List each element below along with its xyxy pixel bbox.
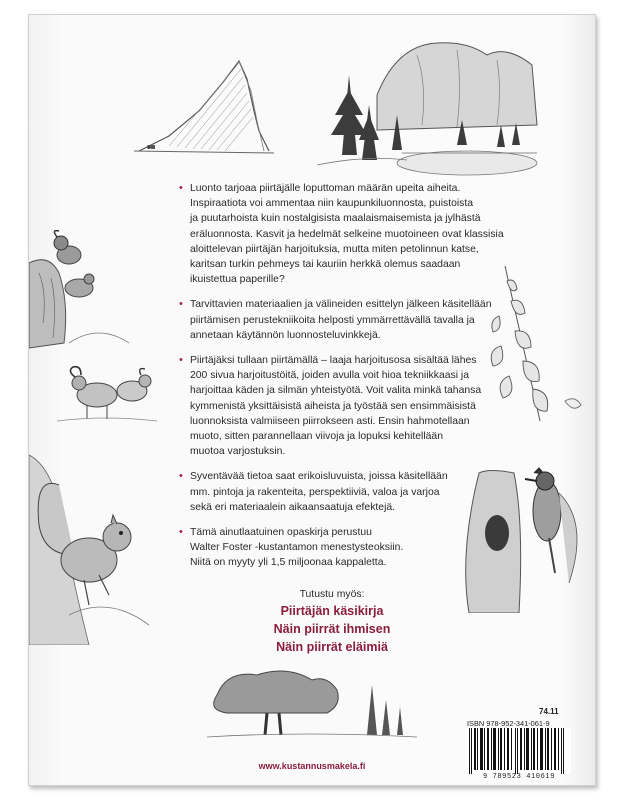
description-text [179,181,504,581]
price-code: 74.11 [539,707,559,716]
text-line: piirtämisen perustekniikoita helposti ymmärrettävällä tavalla ja [190,314,475,326]
text-line: aloittelevan piirtäjän harjoituksia, mutta miten petolinnun katse, [190,243,479,255]
book-back-cover [28,14,596,786]
related-book-title: Näin piirrät eläimiä [276,640,388,654]
paragraph-intro [179,181,504,287]
oak-tree-landscape-sketch [207,665,417,745]
paragraph-practice [179,353,485,459]
paragraph-advanced [179,469,485,515]
text-line: muotoa varjostuksin. [190,446,286,458]
text-line: Niitä on myyty yli 1,5 miljoonaa kappaletta. [190,557,387,569]
text-line: annetaan käytännön luonnosteluvinkkejä. [190,329,381,341]
text-line: Walter Foster -kustantamon menestysteoksiin. [190,542,404,554]
cliff-pine-lake-sketch [307,35,547,185]
paragraph-publisher [179,525,485,571]
text-line: eräluonnosta. Kasvit ja hedelmät selkeine muotoineen ovat klassisia [190,228,504,240]
text-line: Piirtäjäksi tullaan piirtämällä – laaja harjoitusosa sisältää lähes [190,355,477,367]
publisher-website[interactable]: www.kustannusmakela.fi [258,761,366,771]
text-line: kymmenistä yksittäisistä aiheista ja työstää sen ensimmäisistä [190,400,476,412]
bullet-marker: • [179,470,183,483]
barcode-digits: 9 789523 410619 [482,773,555,781]
text-line: mm. pintoja ja rakenteita, perspektiiviä, valoa ja varjoa [190,486,440,498]
squirrel-sketch [29,445,159,645]
see-also-section [179,589,485,656]
bullet-marker: • [179,526,183,539]
text-line: sekä eri materiaalein aikaansaatuja efektejä. [190,501,396,513]
text-line: Syventävää tietoa saat erikoisluvuista, joissa käsitellään [190,471,448,483]
text-line: ja puutarhoista kuin nostalgisista maalaismaisemista ja jylhästä [190,213,481,225]
related-book-title: Näin piirrät ihmisen [273,622,391,636]
paragraph-materials [179,297,492,343]
bullet-marker: • [179,354,183,367]
text-line: karitsan turkin pehmeys tai kauriin herkkä olemus saadaan [190,259,461,271]
mountain-rope-sketch [129,51,279,161]
foxglove-flower-sketch [485,261,585,431]
text-line: Luonto tarjoaa piirtäjälle loputtoman määrän upeita aiheita. [190,183,461,194]
text-line: Tämä ainutlaatuinen opaskirja perustuu [190,527,372,539]
isbn-text: ISBN 978-952-341-061-9 [467,719,550,728]
bighorn-sheep-sketch [57,357,157,427]
bullet-marker: • [179,298,183,311]
bullet-marker: • [179,182,183,194]
text-line: luonnoksista valmiiseen piirrokseen asti. Ensin hahmotellaan [190,415,470,427]
text-line: ikuistettua paperille? [190,274,285,286]
text-line: muoto, sitten parannellaan viivoja ja lopuksi kehitellään [190,431,443,443]
text-line: 200 sivua harjoitustöitä, joiden avulla voit hioa tekniikkaasi ja [190,370,469,382]
text-line: Tarvittavien materiaalien ja välineiden esittelyn jälkeen käsitellään [190,299,492,311]
text-line: Inspiraatiota voi ammentaa niin kaupunkiluonnosta, puistoista [190,198,474,210]
goats-on-cliff-sketch [29,203,139,353]
related-book-title: Piirtäjän käsikirja [280,604,384,618]
text-line: harjoittaa käden ja silmän yhteistyötä. Voit valita minkä tahansa [190,385,482,397]
see-also-label: Tutustu myös: [299,589,365,600]
